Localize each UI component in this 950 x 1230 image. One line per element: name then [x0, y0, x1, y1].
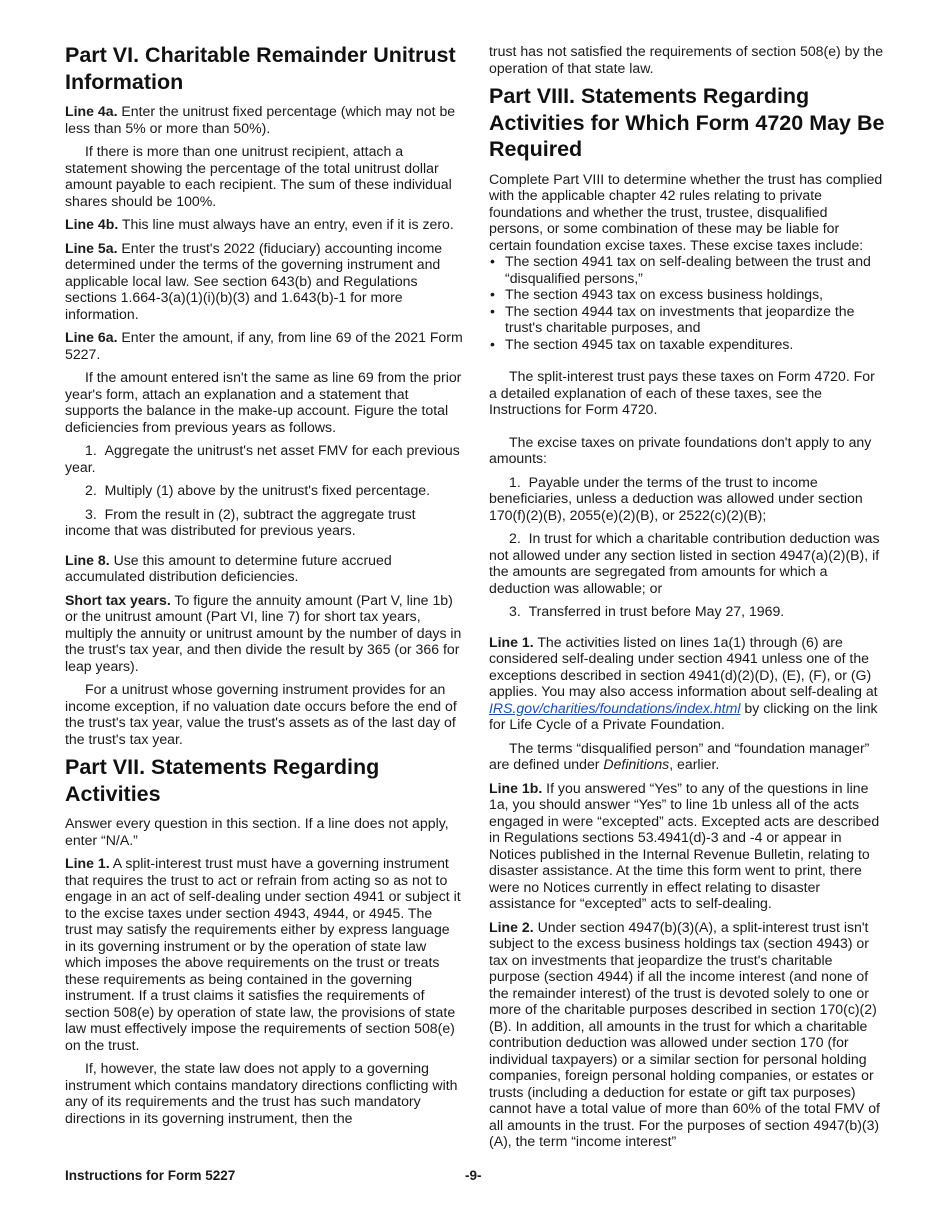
part8-line-1: Line 1. The activities listed on lines 1a(1) through (6) are considered self-dealing under section 4941 unless one of the exceptions described in section 4941(d)(2)(D), (E), (F), or (G) applies. You may also access information about self-dealing at IRS.gov/charities/foundations/index.html by clicking on the link for Life Cycle of a Private Foundation.: [489, 633, 878, 732]
excise-item-1: 1. Payable under the terms of the trust to income beneficiaries, unless a deduction was allowed under section 170(f)(2)(B), 2055(e)(2)(B), or 2522(c)(2)(B);: [489, 473, 863, 523]
list-item: • The section 4945 tax on taxable expenditures.: [489, 336, 885, 353]
page-number: -9-: [465, 1168, 482, 1183]
step-1: 1. Aggregate the unitrust's net asset FMV for each previous year.: [65, 442, 460, 475]
part8-line-1-label: Line 1.: [489, 633, 534, 650]
part8-line-2-label: Line 2.: [489, 918, 534, 935]
list-item: • The section 4944 tax on investments that jeopardize the trust's charitable purposes, and: [489, 303, 885, 336]
part7-line-1-detail: If, however, the state law does not apply to a governing instrument which contains mandatory directions conflicting with any of its requirements and the trust has such mandatory directions in its governing instrument, then the: [65, 1060, 458, 1126]
terms-definition: The terms “disqualified person” and “foundation manager” are defined under Definitions, earlier.: [489, 739, 870, 772]
line-5a: Line 5a. Enter the trust's 2022 (fiduciary) accounting income determined under the terms of the governing instrument and applicable local law. See section 643(b) and Regulations sections 1.664-3(a)(1)(i)(b)(3) and 1.643(b)-1 for more information.: [65, 239, 443, 322]
page-footer: [65, 1168, 885, 1183]
part8-heading: Part VIII. Statements Regarding Activities for Which Form 4720 May Be Required: [489, 84, 885, 161]
continued-text: trust has not satisfied the requirements of section 508(e) by the operation of that state law.: [489, 43, 884, 76]
step-2: 2. Multiply (1) above by the unitrust's fixed percentage.: [85, 482, 431, 498]
part6-heading: Part VI. Charitable Remainder Unitrust Information: [65, 43, 456, 94]
part7-intro: Answer every question in this section. If a line does not apply, enter “N/A.”: [65, 815, 449, 848]
line-4b-label: Line 4b.: [65, 216, 119, 232]
line-8-label: Line 8.: [65, 551, 110, 568]
excise-item-2: 2. In trust for which a charitable contribution deduction was not allowed under any section listed in section 4947(a)(2)(B), if the amounts are segregated from amounts for which a deduction was allowable; or: [489, 530, 880, 596]
line-6a-detail: If the amount entered isn't the same as line 69 from the prior year's form, attach an explanation and a statement that supports the balance in the make-up account. Figure the total deficiencies from previous years as follows.: [65, 369, 462, 435]
part8-pays: The split-interest trust pays these taxes on Form 4720. For a detailed explanation of each of these taxes, see the Instructions for Form 4720.: [489, 368, 875, 417]
left-column: [65, 42, 463, 1133]
right-column: [489, 43, 885, 1157]
part8-excise: The excise taxes on private foundations don't apply to any amounts:: [489, 433, 872, 466]
line-8: Line 8. Use this amount to determine future accrued accumulated distribution deficiencies.: [65, 551, 392, 584]
list-item: • The section 4941 tax on self-dealing between the trust and “disqualified persons,”: [489, 253, 885, 286]
part7-heading: Part VII. Statements Regarding Activities: [65, 755, 380, 806]
line-6a: Line 6a. Enter the amount, if any, from line 69 of the 2021 Form 5227.: [65, 329, 463, 362]
short-tax-years: Short tax years. To figure the annuity amount (Part V, line 1b) or the unitrust amount (Part VI, line 7) for short tax years, multiply the annuity or unitrust amount by the number of days in the trust's tax year, and then divide the result by 365 (or 366 for leap years).: [65, 591, 462, 674]
irs-foundations-link[interactable]: IRS.gov/charities/foundations/index.html: [489, 699, 741, 716]
line-5a-label: Line 5a.: [65, 239, 118, 256]
line-6a-label: Line 6a.: [65, 329, 118, 345]
short-tax-years-label: Short tax years.: [65, 591, 171, 608]
short-tax-years-detail: For a unitrust whose governing instrument provides for an income exception, if no valuation date occurs before the end of the trust's tax year, value the trust's assets as of the last day of the trust's tax year.: [65, 681, 457, 747]
part8-line-2: Line 2. Under section 4947(b)(3)(A), a split-interest trust isn't subject to the excess business holdings tax (section 4943) or tax on investments that jeopardize the trust's charitable purpose (section 4944) if all the income interest (and none of the remainder interest) of the trust is devoted solely to one or more of the charitable purposes described in section 170(c)(2)(B). In addition, all amounts in the trust for which a charitable contribution deduction was allowed under section 170 (for individual taxpayers) or a similar section for personal holding companies, foreign personal holding companies, or estates or trusts (including a deduction for estate or gift tax purposes) cannot have a total value of more than 60% of the total FMV of all amounts in the trust. For the purposes of section 4947(b)(3)(A), the term “income interest”: [489, 918, 880, 1149]
step-3: 3. From the result in (2), subtract the aggregate trust income that was distributed for previous years.: [65, 505, 416, 538]
line-4a: Line 4a. Enter the unitrust fixed percentage (which may not be less than 5% or more than 50%).: [65, 103, 456, 136]
footer-title: Instructions for Form 5227: [65, 1168, 236, 1183]
list-item: • The section 4943 tax on excess business holdings,: [489, 286, 885, 303]
part7-line-1-label: Line 1.: [65, 855, 110, 871]
part8-line-1b: Line 1b. If you answered “Yes” to any of the questions in line 1a, you should answer “Yes” to line 1b unless all of the acts engaged in were “excepted” acts. Excepted acts are described in Regulations sections 53.4941(d)-3 and -4 or appear in Notices published in the Internal Revenue Bulletin, relating to disaster assistance. At the time this form went to print, there were no Notices currently in effect relating to disaster assistance for “excepted” acts to self-dealing.: [489, 779, 880, 911]
line-4a-label: Line 4a.: [65, 103, 118, 119]
part8-line-1b-label: Line 1b.: [489, 779, 543, 796]
excise-item-3: 3. Transferred in trust before May 27, 1969.: [509, 603, 785, 619]
part7-line-1: Line 1. A split-interest trust must have a governing instrument that requires the trust to act or refrain from acting so as not to engage in an act of self-dealing under section 4941 or subject it to the excise taxes under section 4943, 4944, or 4945. The trust may satisfy the requirements either by express language in its governing instrument or by the operation of state law which imposes the above requirements on the trust or treats these requirements as being contained in the governing instrument. If a trust claims it satisfies the requirements of section 508(e) by operation of state law, the provisions of state law must effectively impose the requirements of section 508(e) on the trust.: [65, 855, 461, 1053]
part8-intro: Complete Part VIII to determine whether the trust has complied with the applicable chapter 42 rules relating to private foundations and whether the trust, trustee, disqualified persons, or some combination of these may be liable for certain foundation excise taxes. These excise taxes include:: [489, 170, 883, 253]
line-4b: Line 4b. This line must always have an entry, even if it is zero.: [65, 216, 454, 232]
line-4a-detail: If there is more than one unitrust recipient, attach a statement showing the percentage of the total unitrust dollar amount payable to each recipient. The sum of these individual shares should be 100%.: [65, 143, 452, 209]
